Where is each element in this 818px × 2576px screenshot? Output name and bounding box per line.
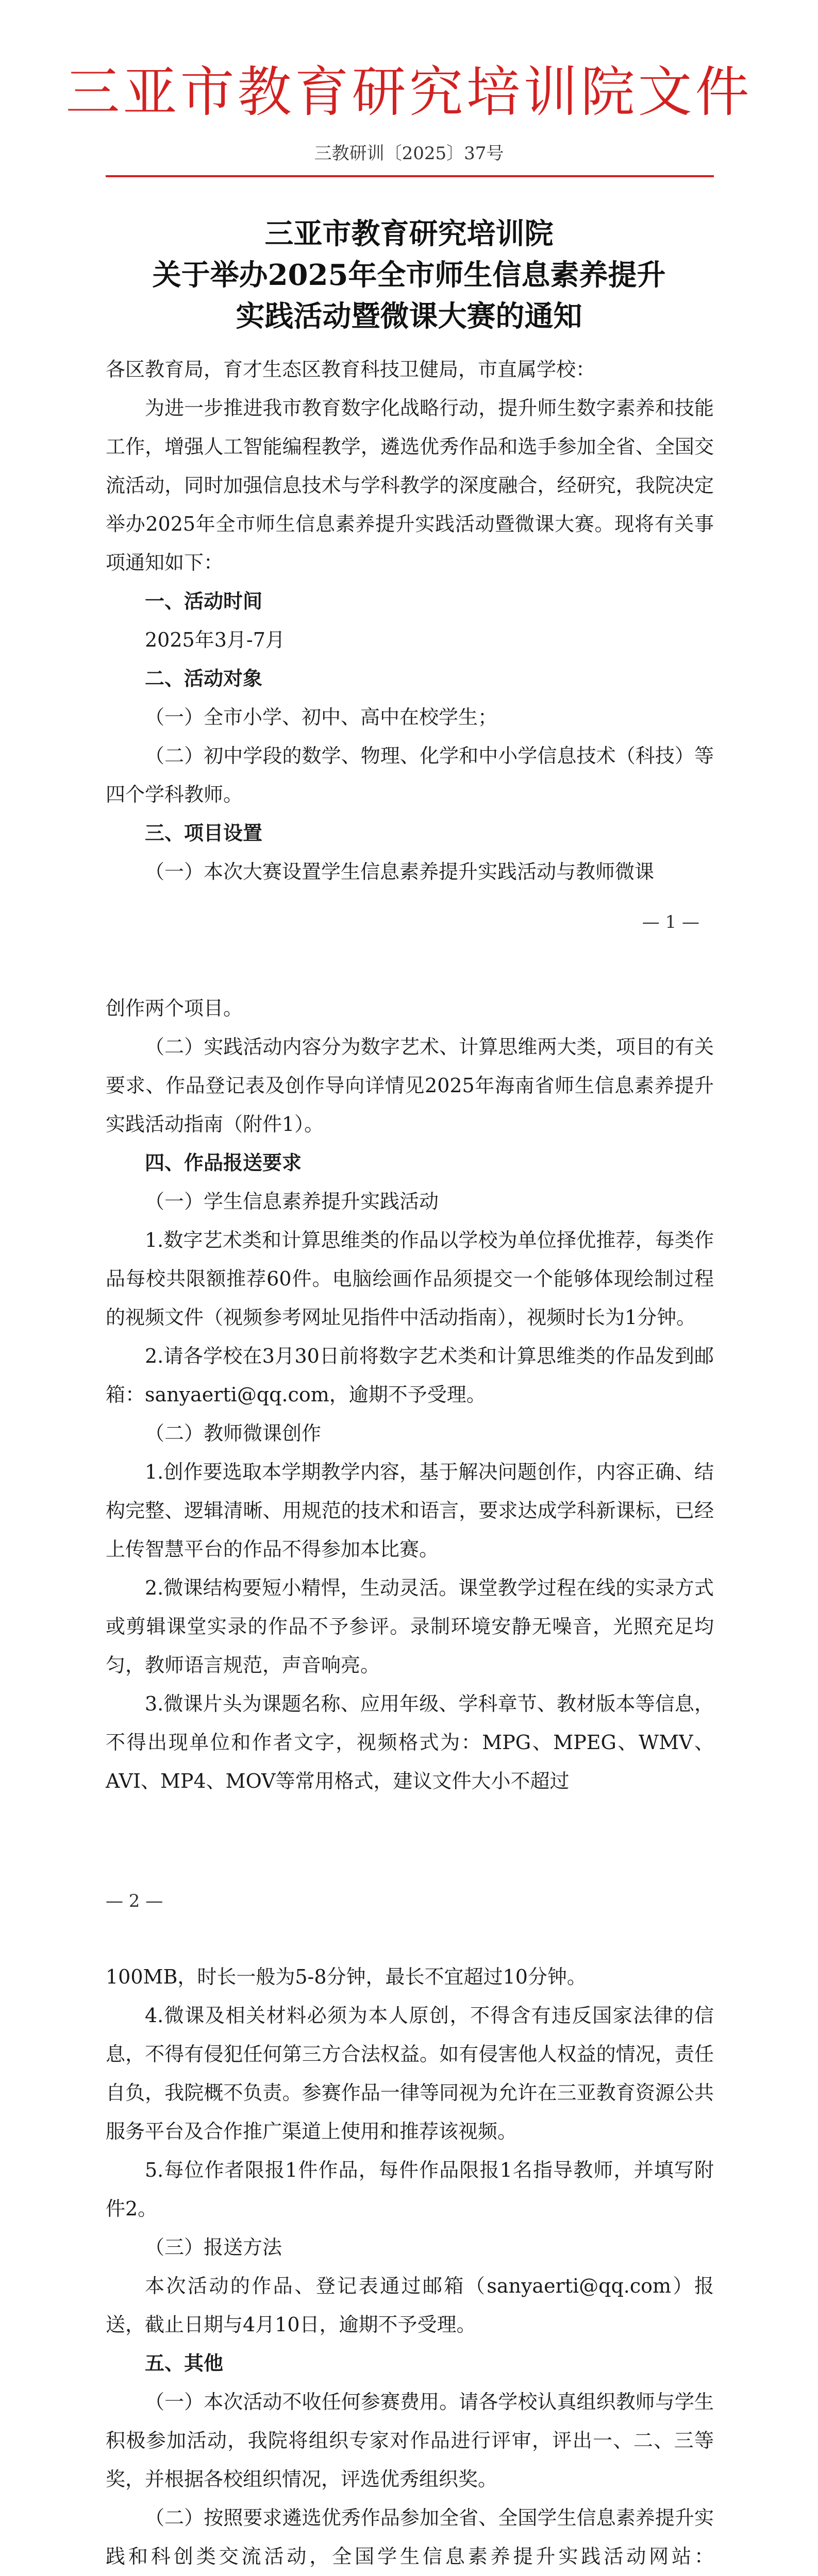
title-line-2: 关于举办2025年全市师生信息素养提升: [152, 258, 666, 292]
section-heading: 五、其他: [145, 2352, 224, 2375]
paragraph: （一）全市小学、初中、高中在校学生；: [145, 706, 498, 728]
section-heading: 二、活动对象: [145, 667, 263, 690]
document-header: 三亚市教育研究培训院文件: [65, 61, 753, 124]
paragraph: 2.请各学校在3月30日前将数字艺术类和计算思维类的作品发到邮箱：sanyaerti@qq.com，逾期不予受理。: [106, 1345, 714, 1406]
paragraph: 2025年3月-7月: [145, 629, 285, 651]
subsection-heading: （一）学生信息素养提升实践活动: [145, 1190, 439, 1213]
page-1: [0, 0, 818, 958]
section-heading: 一、活动时间: [145, 590, 263, 613]
page-number: — 2 —: [106, 1891, 163, 1911]
paragraph: 1.创作要选取本学期教学内容，基于解决问题创作，内容正确、结构完整、逻辑清晰、用规范的技术和语言，要求达成学科新课标，已经上传智慧平台的作品不得参加本比赛。: [106, 1461, 714, 1561]
page-3: [0, 1937, 818, 2576]
paragraph: （一）本次活动不收任何参赛费用。请各学校认真组织教师与学生积极参加活动，我院将组织专家对作品进行评审，评出一、二、三等奖，并根据各校组织情况，评选优秀组织奖。: [106, 2391, 714, 2490]
salutation: 各区教育局，育才生态区教育科技卫健局，市直属学校：: [106, 358, 596, 381]
paragraph: 100MB，时长一般为5-8分钟，最长不宜超过10分钟。: [106, 1965, 587, 1988]
title-line-3: 实践活动暨微课大赛的通知: [236, 299, 582, 333]
page-2-body: [106, 989, 714, 1801]
page-1-body: [106, 350, 714, 891]
paragraph: （二）初中学段的数学、物理、化学和中小学信息技术（科技）等四个学科教师。: [106, 744, 714, 806]
subsection-heading: （三）报送方法: [145, 2236, 282, 2259]
paragraph: 1.数字艺术类和计算思维类的作品以学校为单位择优推荐，每类作品每校共限额推荐60件。电脑绘画作品须提交一个能够体现绘制过程的视频文件（视频参考网址见指件中活动指南），视频时长为1分钟。: [106, 1229, 714, 1329]
paragraph: 2.微课结构要短小精悍，生动灵活。课堂教学过程在线的实录方式或剪辑课堂实录的作品不予参评。录制环境安静无噪音，光照充足均匀，教师语言规范，声音响亮。: [106, 1577, 714, 1676]
section-heading: 四、作品报送要求: [145, 1151, 302, 1174]
paragraph: 5.每位作者限报1件作品，每件作品限报1名指导教师，并填写附件2。: [106, 2159, 714, 2220]
page-2: [0, 969, 818, 1927]
paragraph: （二）按照要求遴选优秀作品参加全省、全国学生信息素养提升实践和科创类交流活动，全国学生信息素养提升实践活动网站：: [106, 2506, 714, 2568]
paragraph: 本次活动的作品、登记表通过邮箱（sanyaerti@qq.com）报送，截止日期与4月10日，逾期不予受理。: [106, 2275, 714, 2336]
paragraph: （一）本次大赛设置学生信息素养提升实践活动与教师微课: [145, 860, 655, 883]
title-line-1: 三亚市教育研究培训院: [264, 217, 554, 251]
page-3-body: [106, 1958, 714, 2576]
paragraph: 3.微课片头为课题名称、应用年级、学科章节、教材版本等信息，不得出现单位和作者文字，视频格式为：MPG、MPEG、WMV、AVI、MP4、MOV等常用格式，建议文件大小不超过: [106, 1692, 714, 1792]
section-heading: 三、项目设置: [145, 822, 263, 844]
paragraph: 4.微课及相关材料必须为本人原创，不得含有违反国家法律的信息，不得有侵犯任何第三方合法权益。如有侵害他人权益的情况，责任自负，我院概不负责。参赛作品一律等同视为允许在三亚教育资源公共服务平台及合作推广渠道上使用和推荐该视频。: [106, 2004, 714, 2143]
document-number: 三教研训〔2025〕37号: [314, 143, 504, 164]
paragraph: 创作两个项目。: [106, 997, 243, 1020]
subsection-heading: （二）教师微课创作: [145, 1422, 322, 1445]
page-number: — 1 —: [642, 912, 699, 933]
red-divider: [106, 175, 714, 177]
paragraph: （二）实践活动内容分为数字艺术、计算思维两大类，项目的有关要求、作品登记表及创作导向详情见2025年海南省师生信息素养提升实践活动指南（附件1）。: [106, 1036, 714, 1136]
intro-paragraph: 为进一步推进我市教育数字化战略行动，提升师生数字素养和技能工作，增强人工智能编程教学，遴选优秀作品和选手参加全省、全国交流活动，同时加强信息技术与学科教学的深度融合，经研究，我院决定举办2025年全市师生信息素养提升实践活动暨微课大赛。现将有关事项通知如下：: [106, 397, 714, 574]
